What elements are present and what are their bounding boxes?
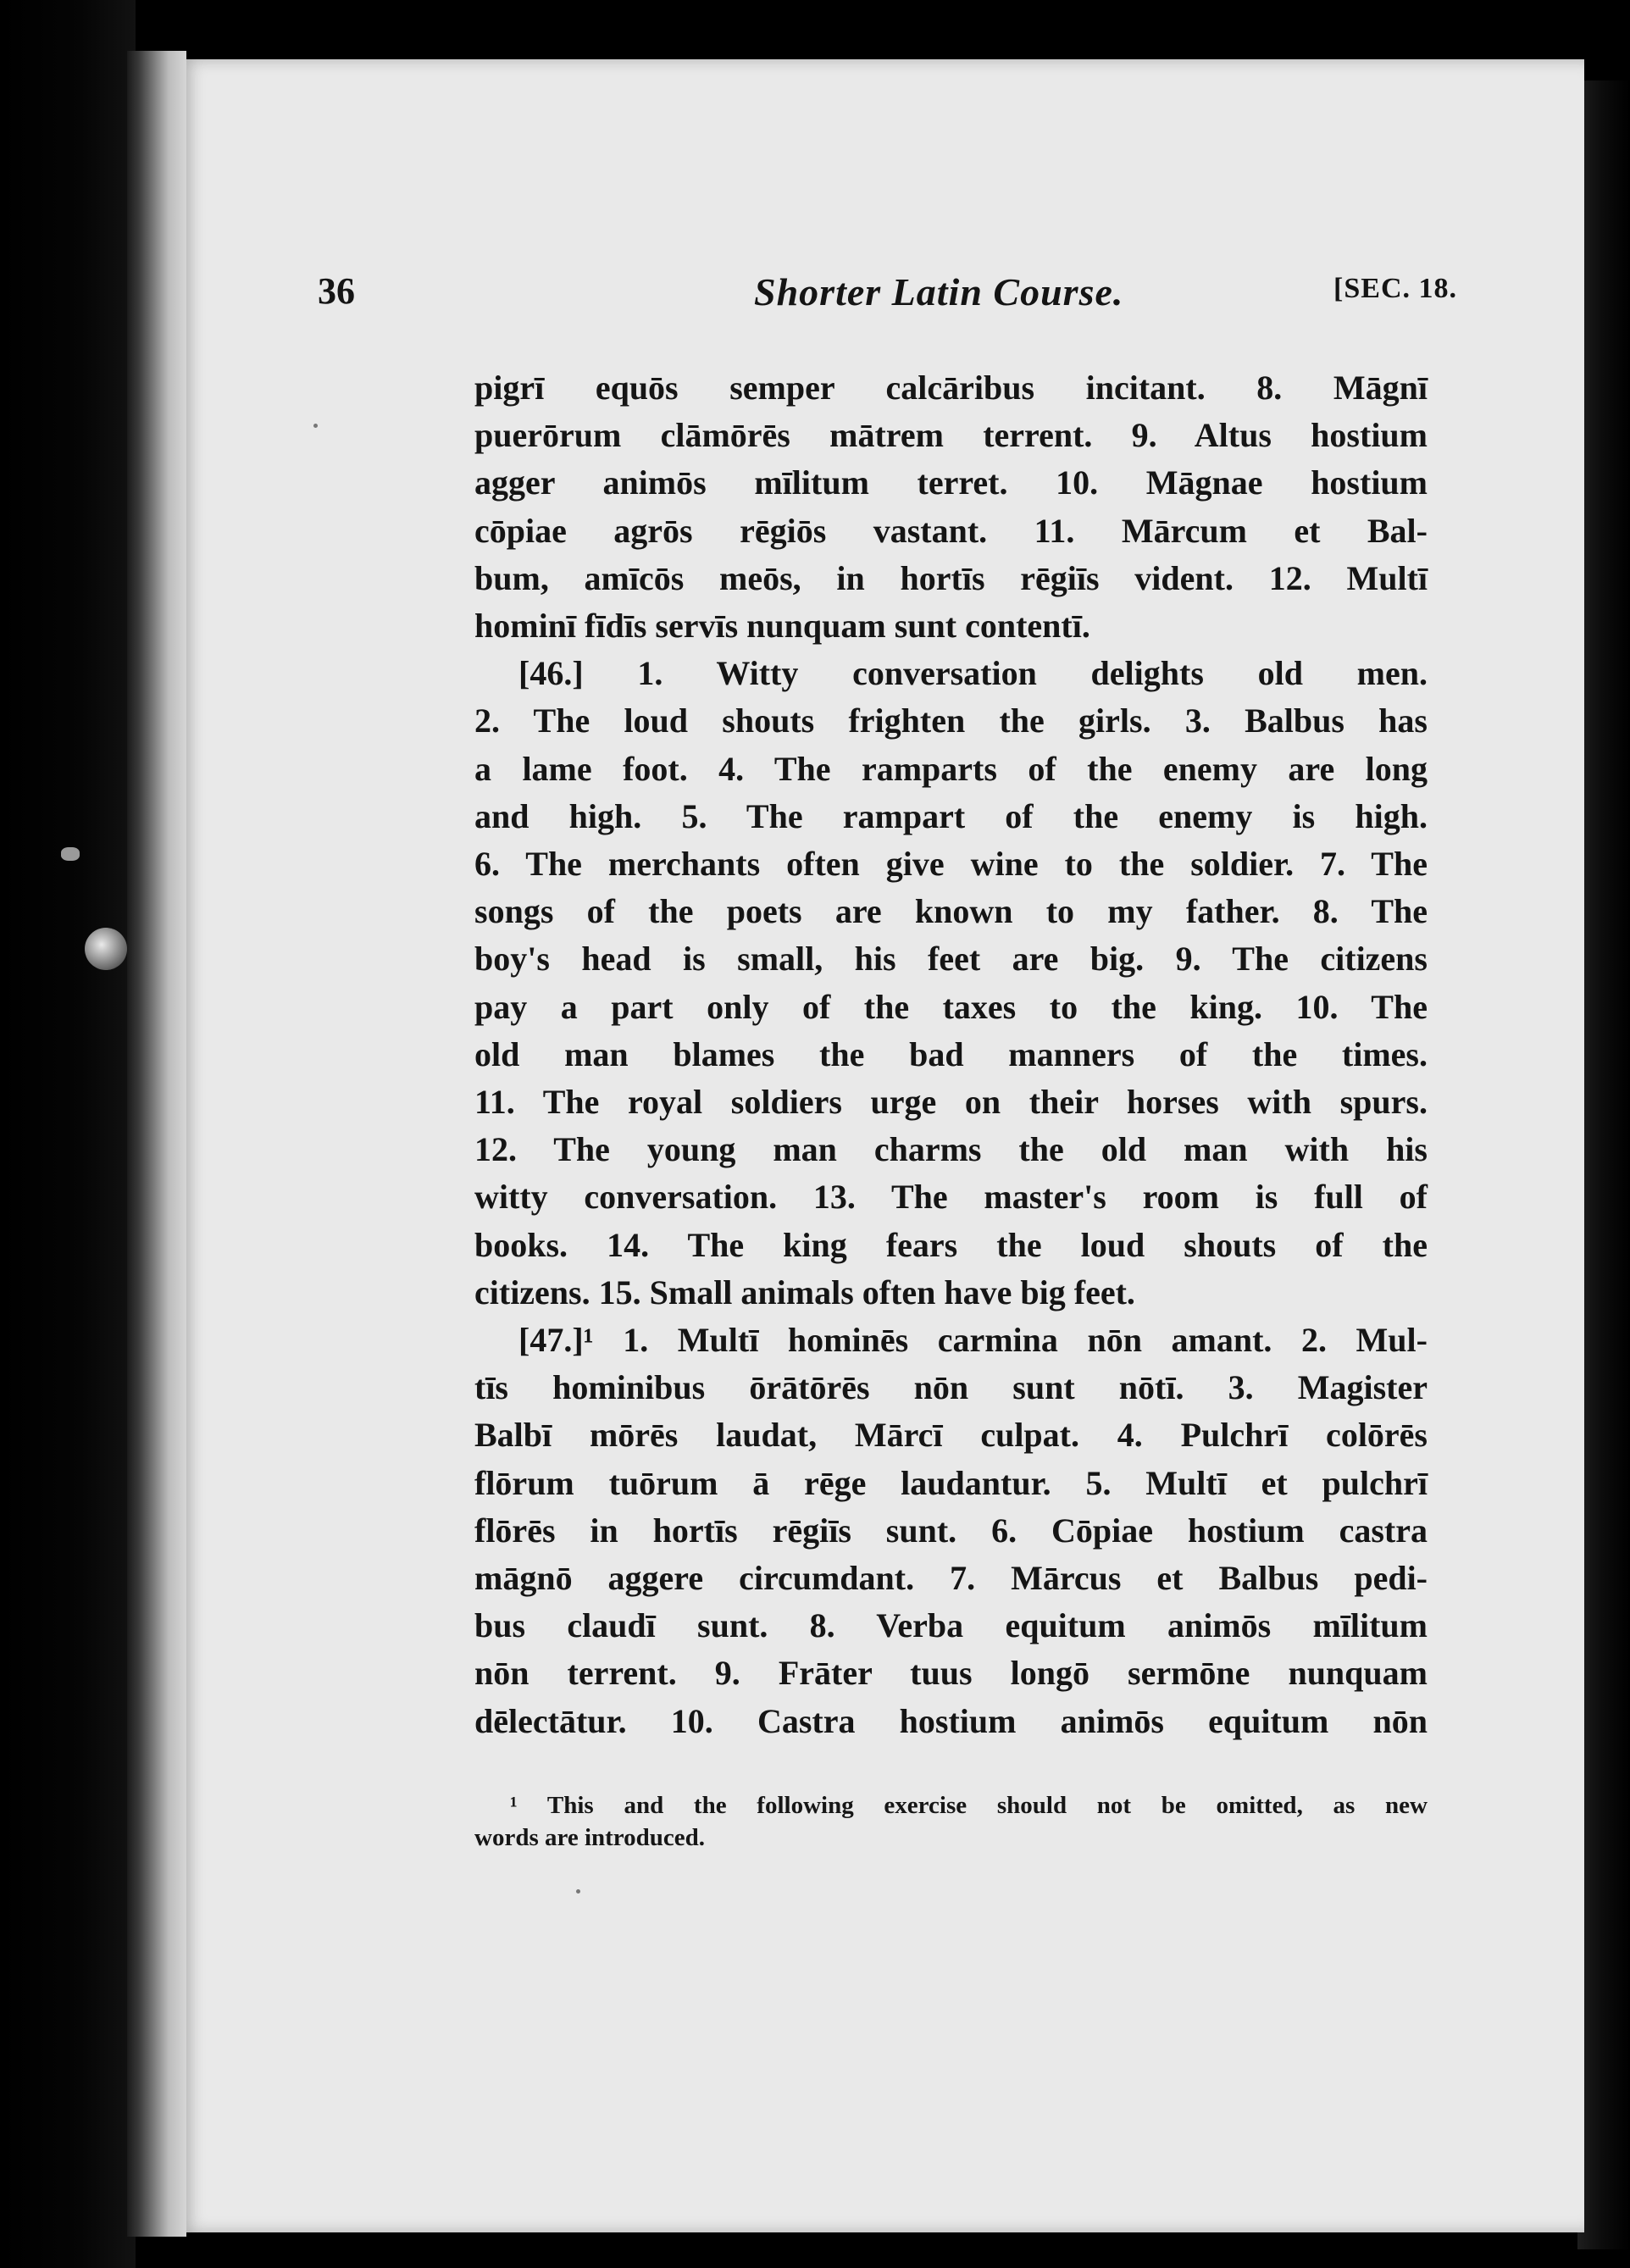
text-line: old man blames the bad manners of the times.	[474, 1034, 1428, 1073]
text-line: citizens. 15. Small animals often have big feet.	[474, 1273, 1135, 1311]
text-line: pay a part only of the taxes to the king. 10. The	[474, 987, 1428, 1026]
text-line: cōpiae agrōs rēgiōs vastant. 11. Mārcum et Bal-	[474, 511, 1428, 550]
footnote-line: ¹ This and the following exercise should not be omitted, as new	[510, 1792, 1428, 1819]
text-line: māgnō aggere circumdant. 7. Mārcus et Balbus pedi-	[474, 1559, 1428, 1598]
text-line: nōn terrent. 9. Frāter tuus longō sermōne nunquam	[474, 1654, 1428, 1693]
exercise-47-heading-line: [47.]¹ 1. Multī hominēs carmina nōn amant. 2. Mul-	[518, 1321, 1428, 1360]
text-line: flōrēs in hortīs rēgiīs sunt. 6. Cōpiae hostium castra	[474, 1511, 1428, 1550]
exercise-46-heading-line: [46.] 1. Witty conversation delights old men.	[518, 654, 1428, 693]
text-line: 12. The young man charms the old man with his	[474, 1130, 1428, 1169]
footnote	[474, 1789, 1428, 1854]
text-line: witty conversation. 13. The master's room is full of	[474, 1178, 1428, 1217]
book-title: Shorter Latin Course.	[754, 270, 1124, 313]
text-line: tīs hominibus ōrātōrēs nōn sunt nōtī. 3. Magister	[474, 1368, 1428, 1407]
text-line: and high. 5. The rampart of the enemy is high.	[474, 796, 1428, 835]
text-line: 2. The loud shouts frighten the girls. 3. Balbus has	[474, 701, 1428, 740]
text-line: pigrī equōs semper calcāribus incitant. 8. Māgnī	[474, 369, 1428, 407]
footnote-line: words are introduced.	[474, 1824, 706, 1851]
text-line: 6. The merchants often give wine to the soldier. 7. The	[474, 845, 1428, 884]
text-line: songs of the poets are known to my father. 8. The	[474, 892, 1428, 931]
text-line: 11. The royal soldiers urge on their horses with spurs.	[474, 1083, 1428, 1122]
page-edges	[127, 51, 186, 2237]
text-line: puerōrum clāmōrēs mātrem terrent. 9. Altus hostium	[474, 416, 1428, 455]
running-head	[318, 269, 1457, 329]
text-line: books. 14. The king fears the loud shouts of the	[474, 1225, 1428, 1264]
text-line: boy's head is small, his feet are big. 9. The citizens	[474, 940, 1428, 979]
text-line: flōrum tuōrum ā rēge laudantur. 5. Multī et pulchrī	[474, 1463, 1428, 1502]
text-line: Balbī mōrēs laudat, Mārcī culpat. 4. Pulchrī colōrēs	[474, 1416, 1428, 1455]
text-line: bum, amīcōs meōs, in hortīs rēgiīs vident. 12. Multī	[474, 558, 1428, 597]
speck	[576, 1889, 580, 1894]
book-cover-left	[0, 0, 136, 2268]
exercise-text	[474, 364, 1428, 1745]
page-number: 36	[318, 270, 355, 312]
text-line: dēlectātur. 10. Castra hostium animōs equitum nōn	[474, 1701, 1428, 1740]
section-reference: [SEC. 18.	[1333, 273, 1457, 304]
book-cover-right	[1577, 80, 1630, 2249]
text-line: hominī fīdīs servīs nunquam sunt contentī.	[474, 607, 1090, 646]
speck	[313, 424, 318, 428]
binding-pin-icon	[61, 847, 80, 861]
text-line: bus claudī sunt. 8. Verba equitum animōs mīlitum	[474, 1606, 1428, 1645]
text-line: a lame foot. 4. The ramparts of the enemy are long	[474, 749, 1428, 788]
binding-clasp-icon	[85, 928, 127, 970]
text-line: agger animōs mīlitum terret. 10. Māgnae hostium	[474, 463, 1428, 502]
